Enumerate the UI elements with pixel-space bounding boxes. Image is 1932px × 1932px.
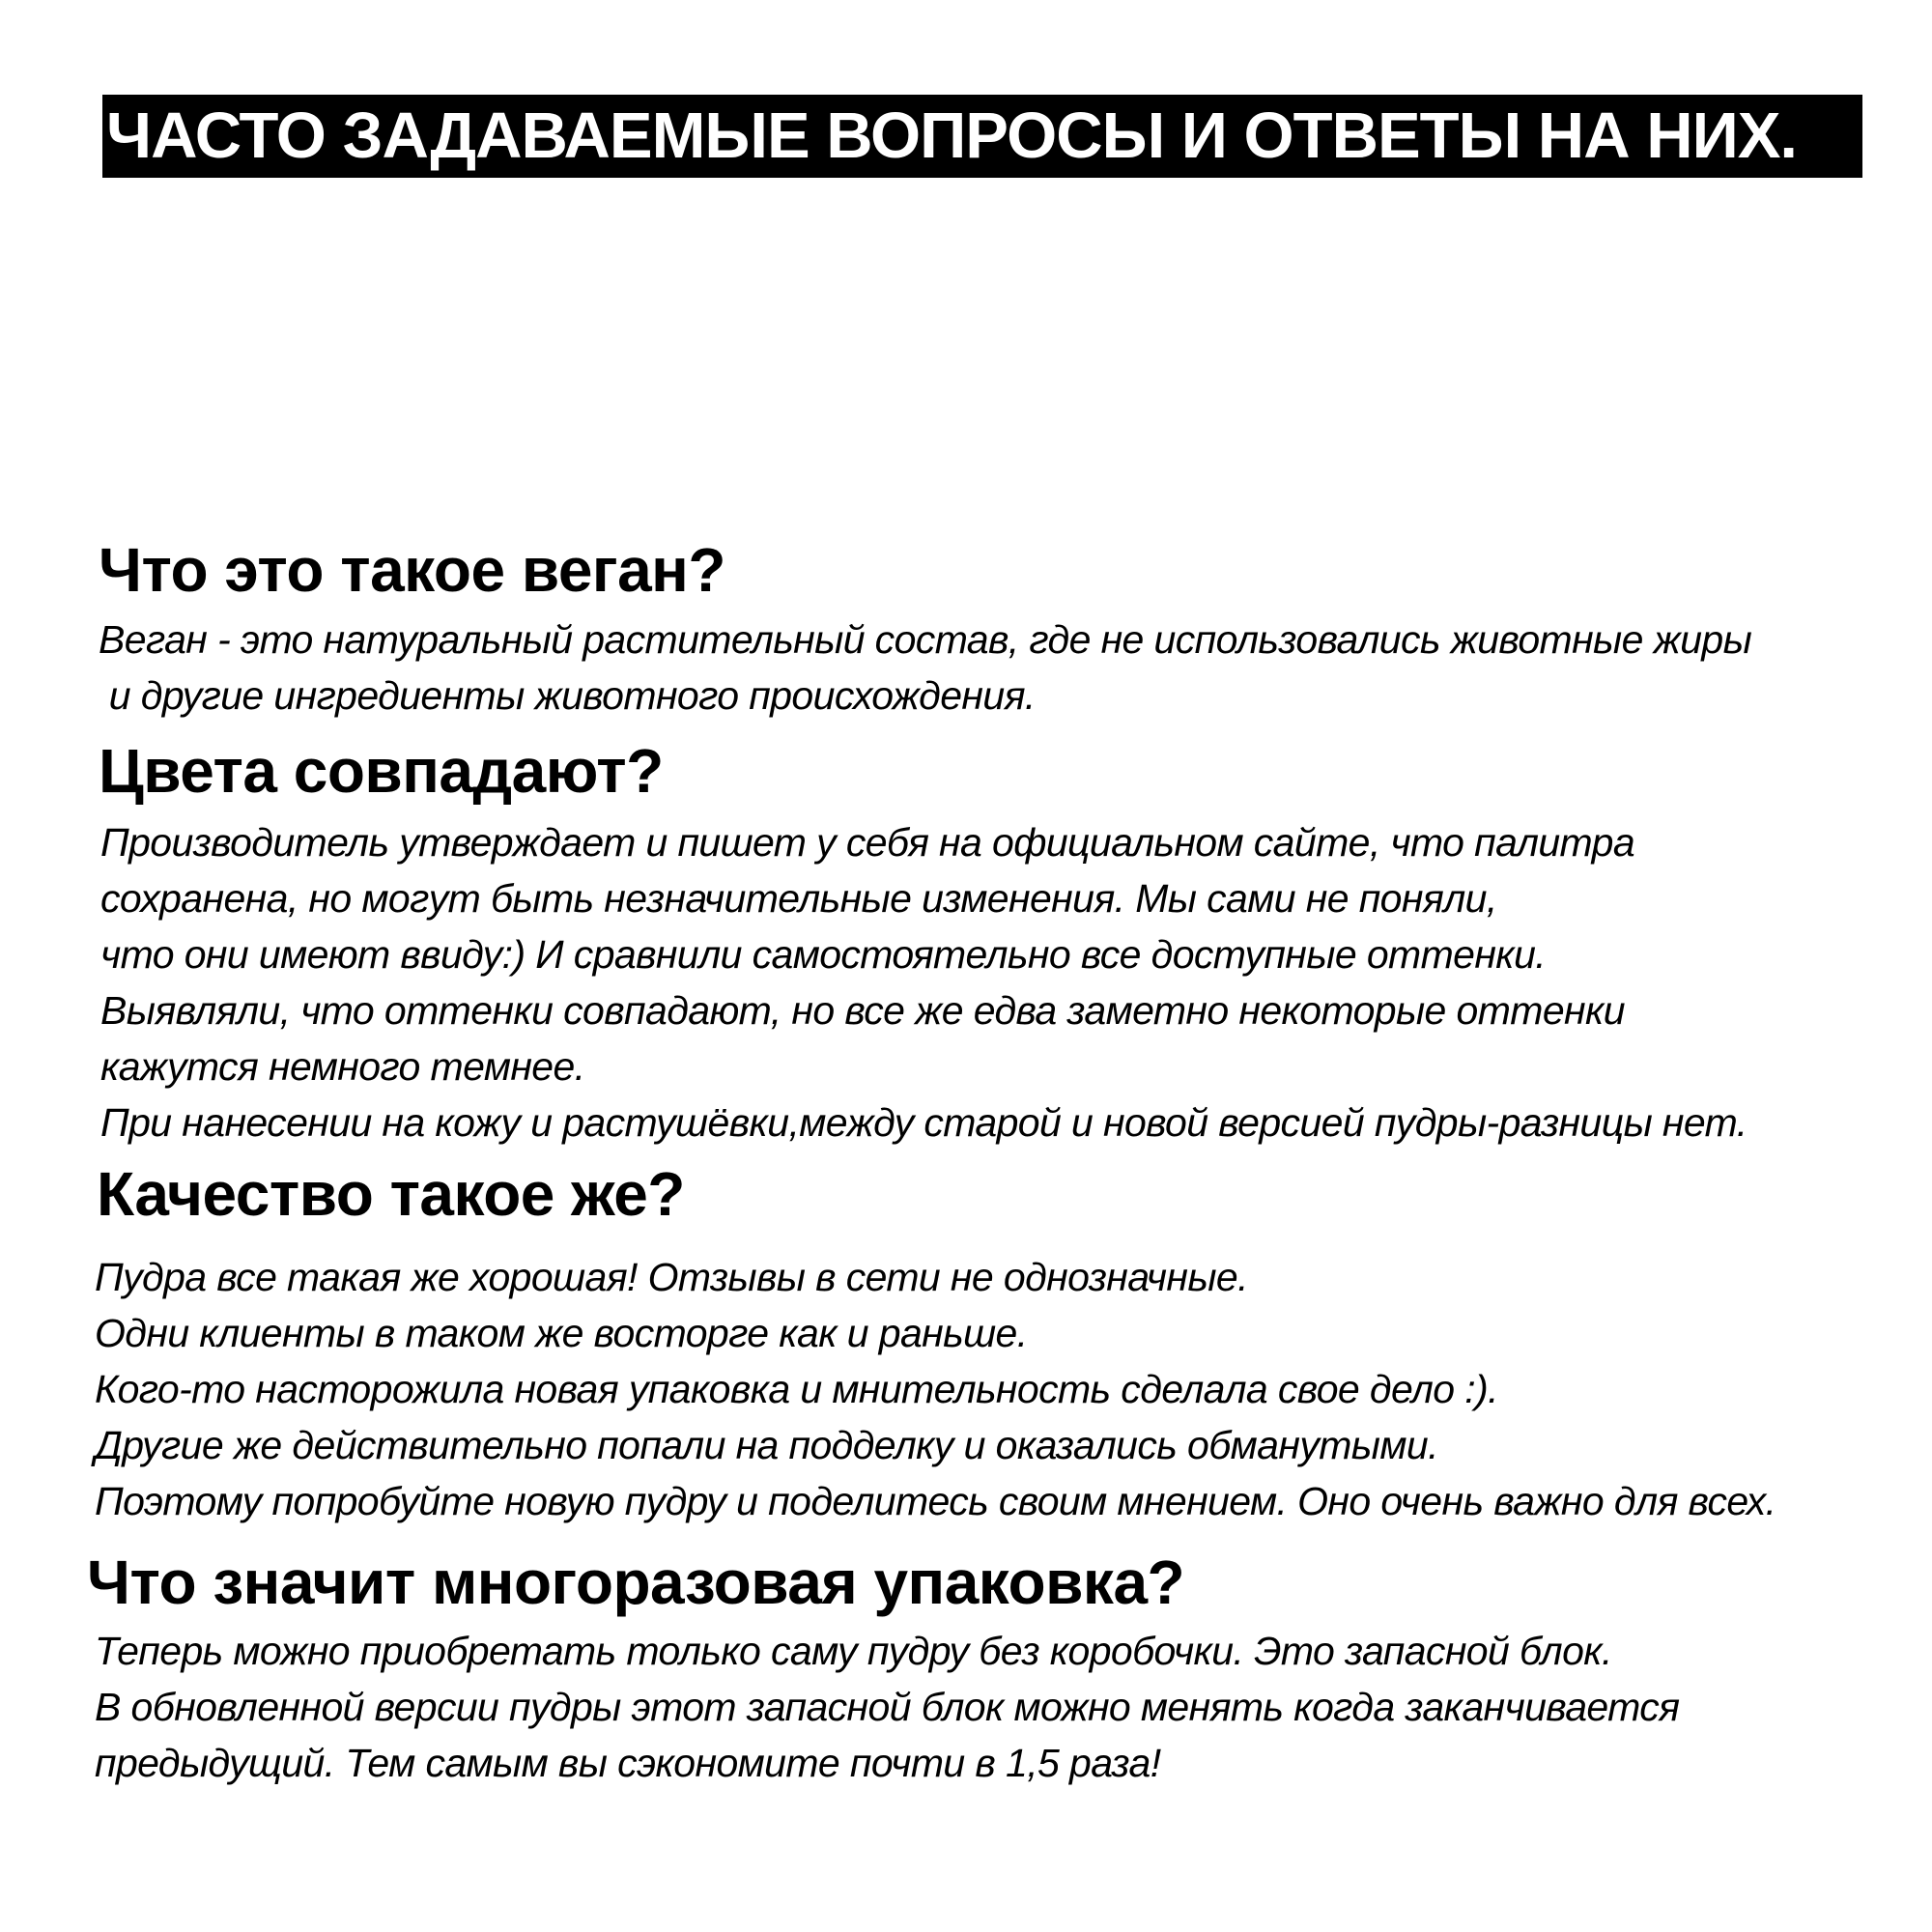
- answer-line: Одни клиенты в таком же восторге как и раньше.: [95, 1311, 1028, 1355]
- faq-question-colors: Цвета совпадают?: [99, 736, 664, 806]
- answer-line: что они имеют ввиду:) И сравнили самостоятельно все доступные оттенки.: [100, 932, 1547, 977]
- answer-line: Выявляли, что оттенки совпадают, но все же едва заметно некоторые оттенки: [100, 988, 1625, 1033]
- answer-line: предыдущий. Тем самым вы сэкономите почти в 1,5 раза!: [95, 1741, 1161, 1785]
- answer-line: Теперь можно приобретать только саму пудру без коробочки. Это запасной блок.: [95, 1629, 1612, 1673]
- answer-line: и другие ингредиенты животного происхождения.: [99, 673, 1036, 718]
- answer-line: кажутся немного темнее.: [100, 1044, 585, 1089]
- answer-line: Производитель утверждает и пишет у себя на официальном сайте, что палитра: [100, 820, 1635, 865]
- faq-question-reusable-packaging: Что значит многоразовая упаковка?: [87, 1548, 1185, 1617]
- page-title-banner: [102, 95, 1862, 178]
- faq-answer-vegan: [99, 611, 1751, 724]
- answer-line: Пудра все такая же хорошая! Отзывы в сети не однозначные.: [95, 1255, 1248, 1299]
- faq-answer-colors: [100, 814, 1747, 1151]
- faq-answer-quality: [95, 1249, 1776, 1529]
- answer-line: Поэтому попробуйте новую пудру и поделитесь своим мнением. Оно очень важно для всех.: [95, 1479, 1776, 1523]
- answer-line: При нанесении на кожу и растушёвки,между старой и новой версией пудры-разницы нет.: [100, 1100, 1747, 1145]
- page-title: ЧАСТО ЗАДАВАЕМЫЕ ВОПРОСЫ И ОТВЕТЫ НА НИХ.: [106, 99, 1798, 172]
- faq-question-vegan: Что это такое веган?: [99, 535, 725, 605]
- answer-line: В обновленной версии пудры этот запасной блок можно менять когда заканчивается: [95, 1685, 1680, 1729]
- faq-question-quality: Качество такое же?: [97, 1159, 685, 1229]
- faq-answer-reusable-packaging: [95, 1623, 1679, 1791]
- answer-line: Кого-то насторожила новая упаковка и мнительность сделала свое дело :).: [95, 1367, 1498, 1411]
- answer-line: Веган - это натуральный растительный состав, где не использовались животные жиры: [99, 617, 1752, 662]
- answer-line: Другие же действительно попали на подделку и оказались обманутыми.: [95, 1423, 1438, 1467]
- answer-line: сохранена, но могут быть незначительные изменения. Мы сами не поняли,: [100, 876, 1497, 921]
